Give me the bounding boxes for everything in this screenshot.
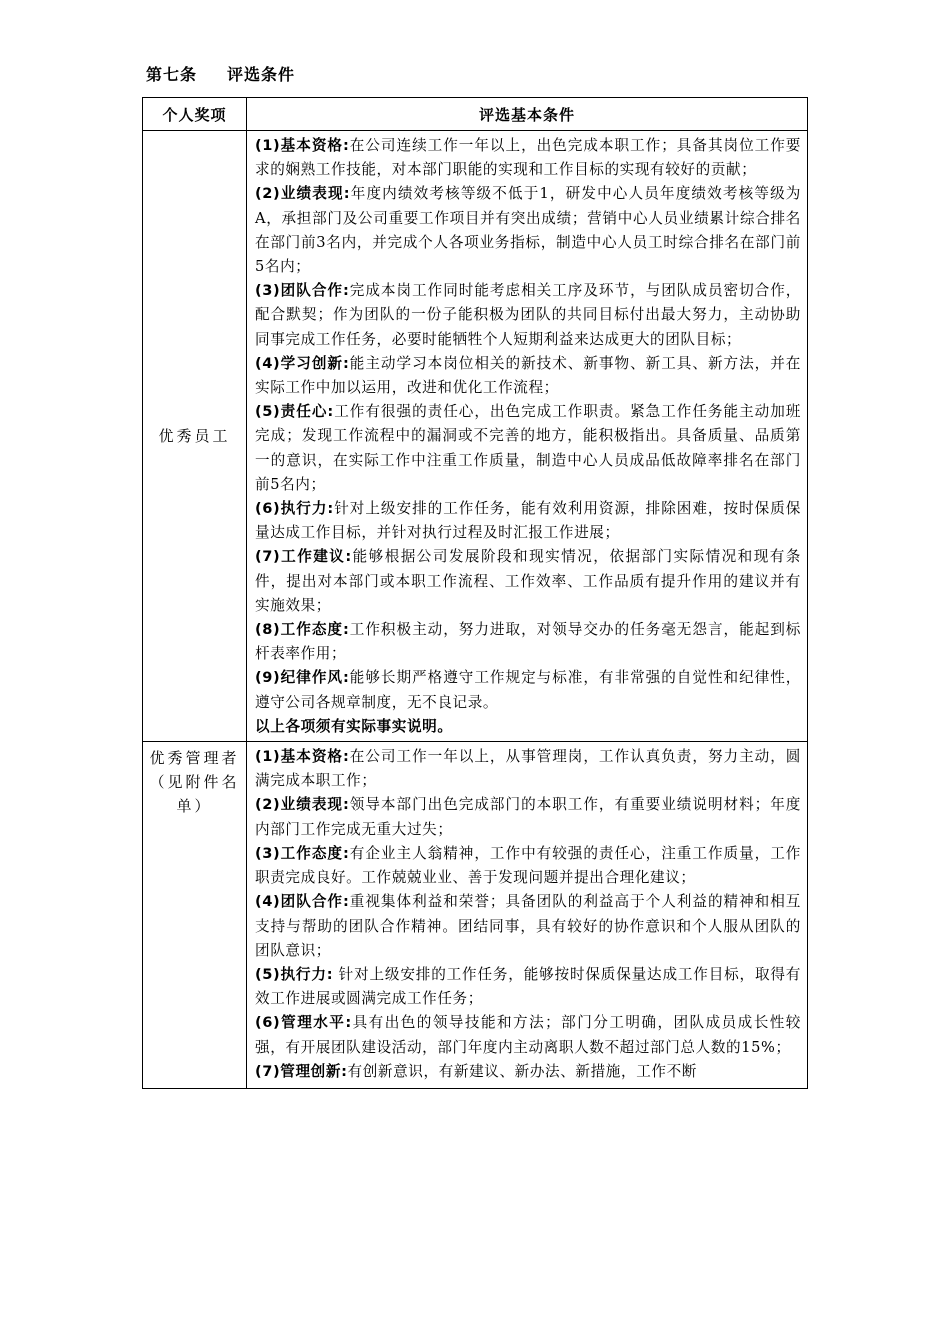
criteria-label: (3)工作态度: [255,844,350,862]
criteria-label: (6)执行力: [255,500,334,518]
criteria-label: (1)基本资格: [255,748,350,766]
table-row [143,742,808,1089]
criteria-item [255,745,801,793]
criteria-label: (5)责任心: [255,403,334,421]
article-heading [146,62,295,85]
header-criteria: 评选基本条件 [247,98,808,131]
criteria-text: 重视集体利益和荣誉；具备团队的利益高于个人利益的精神和相互支持与帮助的团队合作精神。团结同事，具有较好的协作意识和个人服从团队的团队意识； [255,893,801,959]
criteria-text: 有企业主人翁精神，工作中有较强的责任心，注重工作质量，工作职责完成良好。工作兢兢业业、善于发现问题并提出合理化建议； [255,844,801,887]
criteria-label: (4)团队合作: [255,893,350,911]
article-title: 评选条件 [227,65,296,84]
criteria-label: (5)执行力: [255,965,334,983]
criteria-text: 能主动学习本岗位相关的新技术、新事物、新工具、新方法，并在实际工作中加以运用，改进和优化工作流程； [255,354,801,397]
award-name: 优秀管理者（见附件名单） [143,742,247,1089]
award-name: 优秀员工 [143,131,247,742]
criteria-text: 在公司工作一年以上，从事管理岗，工作认真负责，努力主动，圆满完成本职工作； [255,748,801,790]
criteria-text: 具有出色的领导技能和方法；部门分工明确，团队成员成长性较强，有开展团队建设活动，部门年度内主动离职人数不超过部门总人数的15%； [255,1014,801,1056]
criteria-item [255,963,801,1011]
criteria-text: 工作积极主动，努力进取，对领导交办的任务毫无怨言，能起到标杆表率作用； [255,621,801,663]
criteria-item [255,1060,801,1086]
criteria-item [255,842,801,890]
criteria-item [255,545,801,618]
criteria-item [255,497,801,545]
criteria-label: (2)业绩表现: [255,185,351,203]
table-header-row [143,98,808,131]
criteria-text: 领导本部门出色完成部门的本职工作，有重要业绩说明材料；年度内部门工作完成无重大过失； [255,796,801,838]
criteria-text: 年度内绩效考核等级不低于1，研发中心人员年度绩效考核等级为A，承担部门及公司重要工作项目并有突出成绩；营销中心人员业绩累计综合排名在部门前3名内，并完成个人各项业务指标，制造中心人员工时综合排名在部门前5名内； [255,185,801,276]
criteria-label: (4)学习创新: [255,354,350,372]
criteria-item [255,1011,801,1059]
criteria-label: (8)工作态度: [255,621,350,639]
criteria-label: (1)基本资格: [255,137,350,154]
criteria-item [255,666,801,714]
criteria-text: 在公司连续工作一年以上，出色完成本职工作；具备其岗位工作要求的娴熟工作技能，对本部门职能的实现和工作目标的实现有较好的贡献； [255,137,801,179]
criteria-label: (2)业绩表现: [255,796,350,814]
criteria-text: 针对上级安排的工作任务，能有效利用资源，排除困难，按时保质保量达成工作目标，并针对执行过程及时汇报工作进展； [255,500,801,542]
criteria-cell [247,742,808,1089]
criteria-label: (9)纪律作风: [255,669,350,687]
criteria-text: 能够根据公司发展阶段和现实情况，依据部门实际情况和现有条件，提出对本部门或本职工作流程、工作效率、工作品质有提升作用的建议并有实施效果； [255,548,801,614]
article-number: 第七条 [146,65,198,84]
criteria-text: 工作有很强的责任心，出色完成工作职责。紧急工作任务能主动加班完成；发现工作流程中的漏洞或不完善的地方，能积极指出。具备质量、品质第一的意识，在实际工作中注重工作质量，制造中心人员成品低故障率排名在部门前5名内； [255,403,801,493]
criteria-note: 以上各项须有实际事实说明。 [255,717,453,735]
criteria-item [255,793,801,841]
criteria-text: 针对上级安排的工作任务，能够按时保质保量达成工作目标，取得有效工作进展或圆满完成工作任务； [255,965,802,1008]
criteria-item [255,182,801,279]
criteria-label: (6)管理水平: [255,1014,352,1032]
criteria-item [255,279,801,352]
criteria-item [255,134,801,182]
header-award: 个人奖项 [143,98,247,131]
criteria-text: 完成本岗工作同时能考虑相关工序及环节，与团队成员密切合作，配合默契；作为团队的一份子能积极为团队的共同目标付出最大努力，主动协助同事完成工作任务，必要时能牺牲个人短期利益来达成更大的团队目标； [255,282,801,348]
criteria-item [255,618,801,666]
criteria-label: (7)管理创新: [255,1062,348,1080]
criteria-item [255,352,801,400]
criteria-text: 有创新意识，有新建议、新办法、新措施，工作不断 [347,1062,697,1080]
criteria-item [255,890,801,963]
criteria-item [255,400,801,497]
table-row [143,131,808,742]
criteria-label: (7)工作建议: [255,548,352,566]
criteria-label: (3)团队合作: [255,282,350,300]
criteria-text: 能够长期严格遵守工作规定与标准，有非常强的自觉性和纪律性，遵守公司各规章制度，无不良记录。 [255,669,801,711]
criteria-cell [247,131,808,742]
criteria-table [142,97,808,1089]
